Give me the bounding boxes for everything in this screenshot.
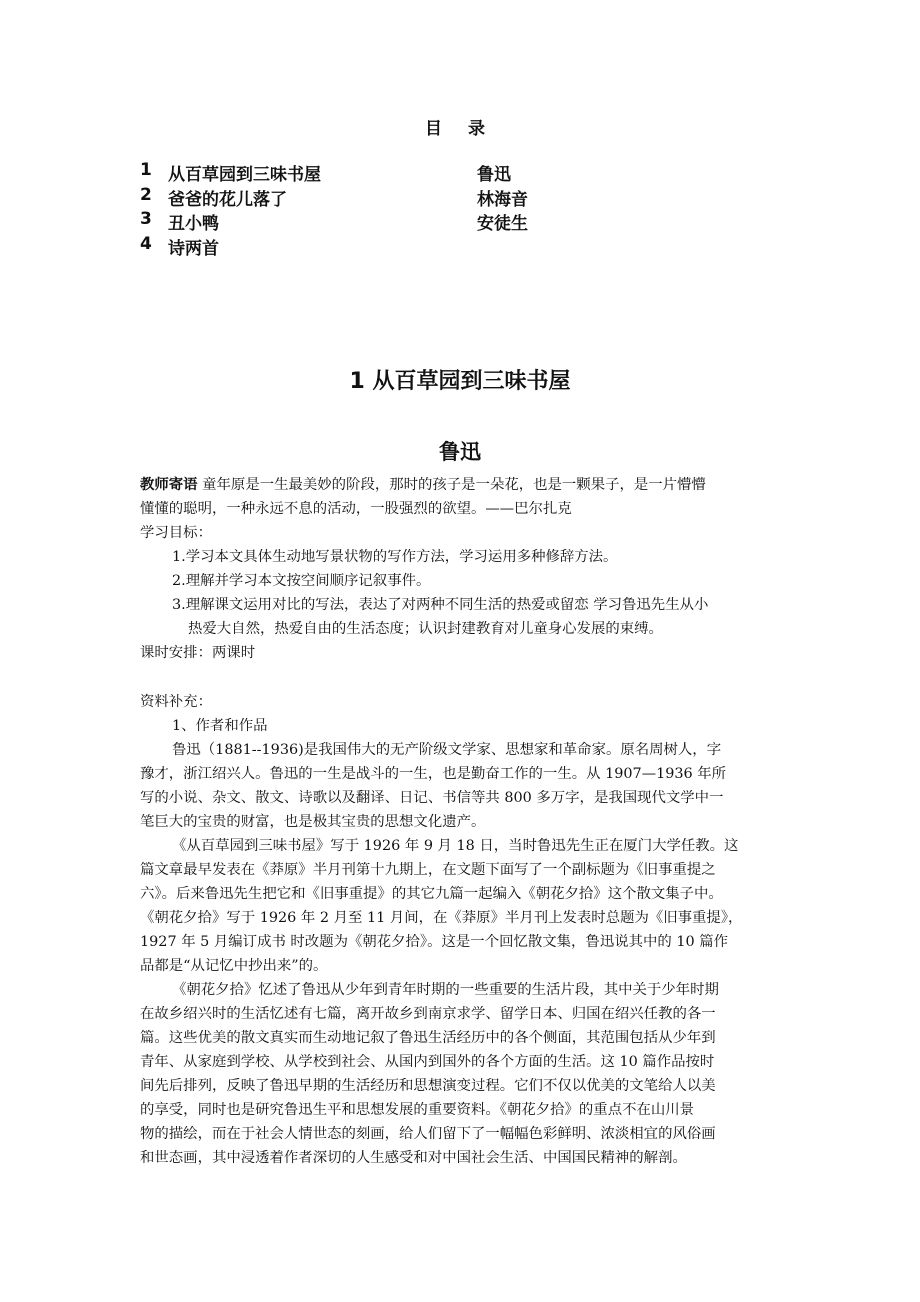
toc-entry-number: 1 <box>140 160 152 180</box>
paragraph-line: 物的描绘，而在于社会人情世态的刻画，给人们留下了一幅幅色彩鲜明、浓淡相宜的风俗画 <box>140 1126 716 1142</box>
paragraph-line: 间先后排列，反映了鲁迅早期的生活经历和思想演变过程。它们不仅以优美的文笔给人以美 <box>140 1078 716 1094</box>
objective-item-continued: 热爱大自然，热爱自由的生活态度；认识封建教育对儿童身心发展的束缚。 <box>188 621 663 637</box>
table-of-contents <box>140 160 660 258</box>
toc-entry-number: 2 <box>140 184 152 205</box>
objective-item: 3.理解课文运用对比的写法，表达了对两种不同生活的热爱或留恋 学习鲁迅先生从小 <box>172 597 709 613</box>
toc-entry-title: 从百草园到三味书屋 <box>168 165 321 185</box>
toc-entry-author: 鲁迅 <box>477 165 511 185</box>
paragraph-line: 1927 年 5 月编订成书 时改题为《朝花夕拾》。这是一个回忆散文集，鲁迅说其中的 10 篇作 <box>140 934 729 950</box>
paragraph-line: 写的小说、杂文、散文、诗歌以及翻译、日记、书信等共 800 多万字，是我国现代文学中一 <box>140 790 724 806</box>
supplement-subheading: 1、作者和作品 <box>172 718 268 734</box>
toc-entry-author: 林海音 <box>477 189 528 210</box>
paragraph-line: 品都是“从记忆中抄出来”的。 <box>140 958 328 974</box>
supplement-section <box>140 690 780 1170</box>
teacher-note-label: 教师寄语 <box>140 477 198 493</box>
teacher-note-continued: 懂懂的聪明，一种永远不息的活动，一股强烈的欲望。——巴尔扎克 <box>140 501 572 517</box>
toc-entry-number: 3 <box>140 209 152 229</box>
teacher-note <box>140 473 780 497</box>
toc-entry[interactable] <box>140 234 660 259</box>
toc-title: 目 录 <box>425 119 495 139</box>
objective-item: 2.理解并学习本文按空间顺序记叙事件。 <box>172 573 431 589</box>
toc-entry-title: 爸爸的花儿落了 <box>168 189 287 210</box>
toc-entry[interactable] <box>140 185 660 210</box>
paragraph-line: 六》。后来鲁迅先生把它和《旧事重提》的其它九篇一起编入《朝花夕拾》这个散文集子中。 <box>140 886 723 902</box>
class-schedule: 课时安排：两课时 <box>140 645 256 661</box>
teacher-note-text: 童年原是一生最美妙的阶段，那时的孩子是一朵花，也是一颗果子，是一片懵懵 <box>197 477 706 493</box>
paragraph-line: 在故乡绍兴时的生活忆述有七篇，离开故乡到南京求学、留学日本、归国在绍兴任教的各一 <box>140 1006 716 1022</box>
toc-entry[interactable] <box>140 209 660 234</box>
paragraph-line: 鲁迅（1881--1936)是我国伟大的无产阶级文学家、思想家和革命家。原名周树人，字 <box>172 742 722 758</box>
toc-entry-title: 诗两首 <box>168 238 219 259</box>
objectives-heading: 学习目标： <box>140 525 212 541</box>
objective-item: 1.学习本文具体生动地写景状物的写作方法，学习运用多种修辞方法。 <box>172 549 618 565</box>
supplement-heading: 资料补充： <box>140 694 212 710</box>
paragraph-line: 《朝花夕拾》写于 1926 年 2 月至 11 月间，在《莽原》半月刊上发表时总题为《旧事重提》， <box>140 910 743 926</box>
toc-entry[interactable] <box>140 160 660 185</box>
toc-entry-number: 4 <box>140 233 152 254</box>
paragraph-line: 和世态画，其中浸透着作者深切的人生感受和对中国社会生活、中国国民精神的解剖。 <box>140 1150 687 1166</box>
paragraph-line: 《从百草园到三味书屋》写于 1926 年 9 月 18 日，当时鲁迅先生正在厦门大学任教。这 <box>172 838 739 854</box>
paragraph-line: 的享受，同时也是研究鲁迅生平和思想发展的重要资料。《朝花夕拾》的重点不在山川景 <box>140 1102 695 1118</box>
paragraph-line: 青年、从家庭到学校、从学校到社会、从国内到国外的各个方面的生活。这 10 篇作品按时 <box>140 1054 715 1070</box>
toc-entry-author: 安徒生 <box>477 214 528 234</box>
article-title: 1 从百草园到三味书屋 <box>349 369 571 394</box>
paragraph-line: 篇文章最早发表在《莽原》半月刊第十九期上，在文题下面写了一个副标题为《旧事重提之 <box>140 862 716 878</box>
lesson-intro <box>140 473 780 665</box>
paragraph-line: 篇。这些优美的散文真实而生动地记叙了鲁迅生活经历中的各个侧面，其范围包括从少年到 <box>140 1030 716 1046</box>
article-author: 鲁迅 <box>439 440 481 464</box>
paragraph-line: 豫才，浙江绍兴人。鲁迅的一生是战斗的一生，也是勤奋工作的一生。从 1907—1936 年所 <box>140 766 727 782</box>
toc-entry-title: 丑小鸭 <box>168 214 219 234</box>
paragraph-line: 笔巨大的宝贵的财富，也是极其宝贵的思想文化遗产。 <box>140 814 486 830</box>
paragraph-line: 《朝花夕拾》忆述了鲁迅从少年到青年时期的一些重要的生活片段，其中关于少年时期 <box>172 982 719 998</box>
